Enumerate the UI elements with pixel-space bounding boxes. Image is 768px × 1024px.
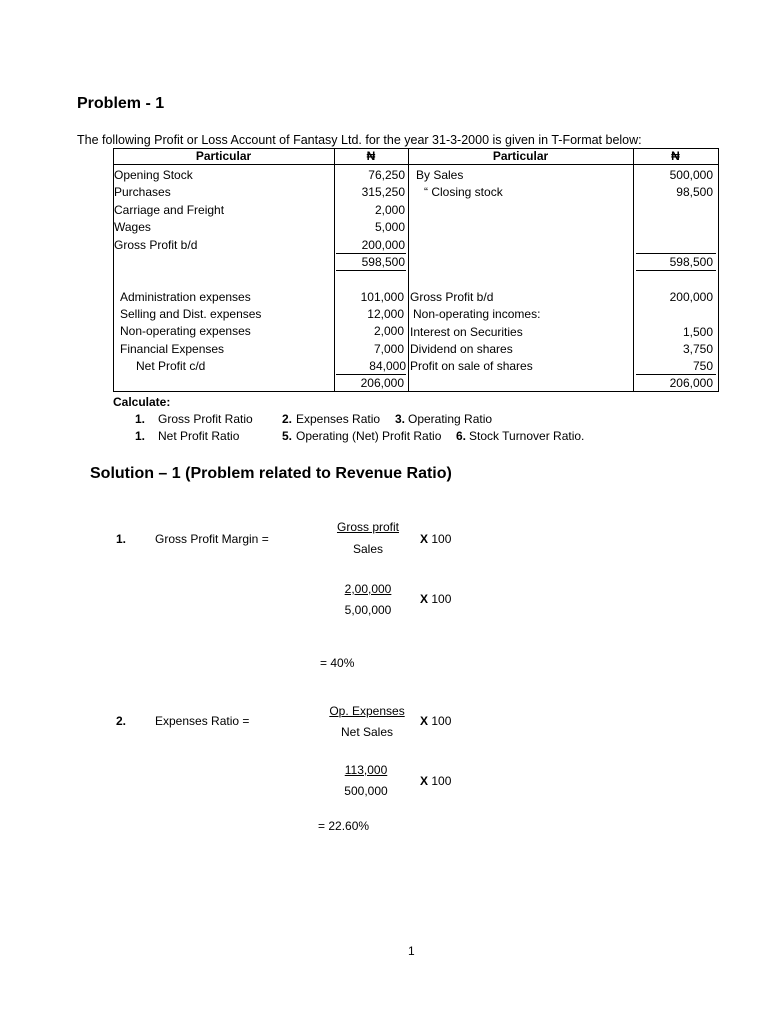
pl-total-left: 206,000	[360, 376, 404, 390]
calc-item: Operating (Net) Profit Ratio	[296, 429, 442, 443]
trading-left-amount: 200,000	[361, 238, 405, 252]
problem-title: Problem - 1	[77, 95, 165, 112]
calc-item: Expenses Ratio	[296, 412, 381, 426]
trading-total-right: 598,500	[669, 255, 713, 269]
trading-left-label: Wages	[114, 220, 151, 234]
pl-right-label: Dividend on shares	[410, 342, 513, 356]
calc-number: 1.	[135, 429, 146, 443]
header-particular-right: Particular	[492, 149, 549, 163]
pl-left-amount: 7,000	[373, 342, 404, 356]
calc-number: 2.	[282, 412, 293, 426]
trading-left-amount: 2,000	[374, 203, 405, 217]
value-numerator: 113,000	[344, 763, 388, 777]
pl-left-label: Selling and Dist. expenses	[120, 307, 262, 321]
pl-right-amount: 200,000	[669, 290, 713, 304]
pl-right-label: Non-operating incomes:	[413, 307, 541, 321]
multiplier: X 100	[420, 532, 452, 546]
pl-left-amount: 101,000	[360, 290, 404, 304]
trading-left-label: Opening Stock	[114, 168, 193, 182]
trading-left-amount: 315,250	[361, 185, 405, 199]
pl-right-label: Profit on sale of shares	[410, 359, 533, 373]
solution-title: Solution – 1 (Problem related to Revenue Ratio)	[90, 465, 452, 482]
calc-number: 6.	[456, 429, 467, 443]
item-number: 2.	[116, 714, 127, 728]
fraction-denominator: Sales	[352, 542, 384, 556]
trading-right-label: By Sales	[416, 168, 464, 182]
formula-result: = 22.60%	[318, 819, 370, 833]
pl-left-label: Non-operating expenses	[120, 324, 251, 338]
fraction-numerator: Op. Expenses	[329, 704, 405, 718]
pl-total-right: 206,000	[669, 376, 713, 390]
trading-left-label: Carriage and Freight	[114, 203, 225, 217]
calc-number: 3.	[395, 412, 406, 426]
pl-right-label: Gross Profit b/d	[410, 290, 494, 304]
pl-right-amount: 3,750	[682, 342, 713, 356]
item-number: 1.	[116, 532, 127, 546]
pl-left-label: Administration expenses	[120, 290, 251, 304]
formula-label: Gross Profit Margin =	[155, 532, 269, 546]
page-number: 1	[408, 944, 415, 958]
value-denominator: 5,00,000	[344, 603, 392, 617]
trading-total-left: 598,500	[361, 255, 405, 269]
header-amount-right: ₦	[671, 149, 680, 163]
header-particular-left: Particular	[195, 149, 252, 163]
pl-left-amount: 2,000	[373, 324, 404, 338]
value-denominator: 500,000	[344, 784, 388, 798]
formula-label: Expenses Ratio =	[155, 714, 250, 728]
pl-right-label: Interest on Securities	[410, 325, 523, 339]
trading-left-label: Purchases	[114, 185, 171, 199]
trading-right-label: “ Closing stock	[424, 185, 503, 199]
calc-item: Gross Profit Ratio	[158, 412, 253, 426]
multiplier: X 100	[420, 592, 452, 606]
pl-left-label: Financial Expenses	[120, 342, 225, 356]
multiplier: X 100	[420, 774, 452, 788]
calc-item: Stock Turnover Ratio.	[469, 429, 585, 443]
trading-left-label: Gross Profit b/d	[114, 238, 198, 252]
trading-right-amount: 98,500	[676, 185, 713, 199]
calc-number: 1.	[135, 412, 146, 426]
pl-left-label: Net Profit c/d	[136, 359, 206, 373]
trading-left-amount: 76,250	[368, 168, 405, 182]
calc-item: Operating Ratio	[408, 412, 493, 426]
calc-number: 5.	[282, 429, 293, 443]
value-numerator: 2,00,000	[344, 582, 392, 596]
fraction-numerator: Gross profit	[336, 520, 399, 534]
calc-item: Net Profit Ratio	[158, 429, 240, 443]
pl-right-amount: 1,500	[682, 325, 713, 339]
trading-right-amount: 500,000	[669, 168, 713, 182]
trading-left-amount: 5,000	[374, 220, 405, 234]
multiplier: X 100	[420, 714, 452, 728]
formula-result: = 40%	[320, 656, 355, 670]
pl-left-amount: 12,000	[367, 307, 404, 321]
fraction-denominator: Net Sales	[340, 725, 394, 739]
pl-left-amount: 84,000	[369, 359, 406, 373]
header-amount-left: ₦	[366, 149, 376, 163]
calculate-label: Calculate:	[113, 395, 171, 409]
pl-right-amount: 750	[692, 359, 713, 373]
problem-intro: The following Profit or Loss Account of Fantasy Ltd. for the year 31-3-2000 is given in T-Format below:	[77, 133, 642, 147]
